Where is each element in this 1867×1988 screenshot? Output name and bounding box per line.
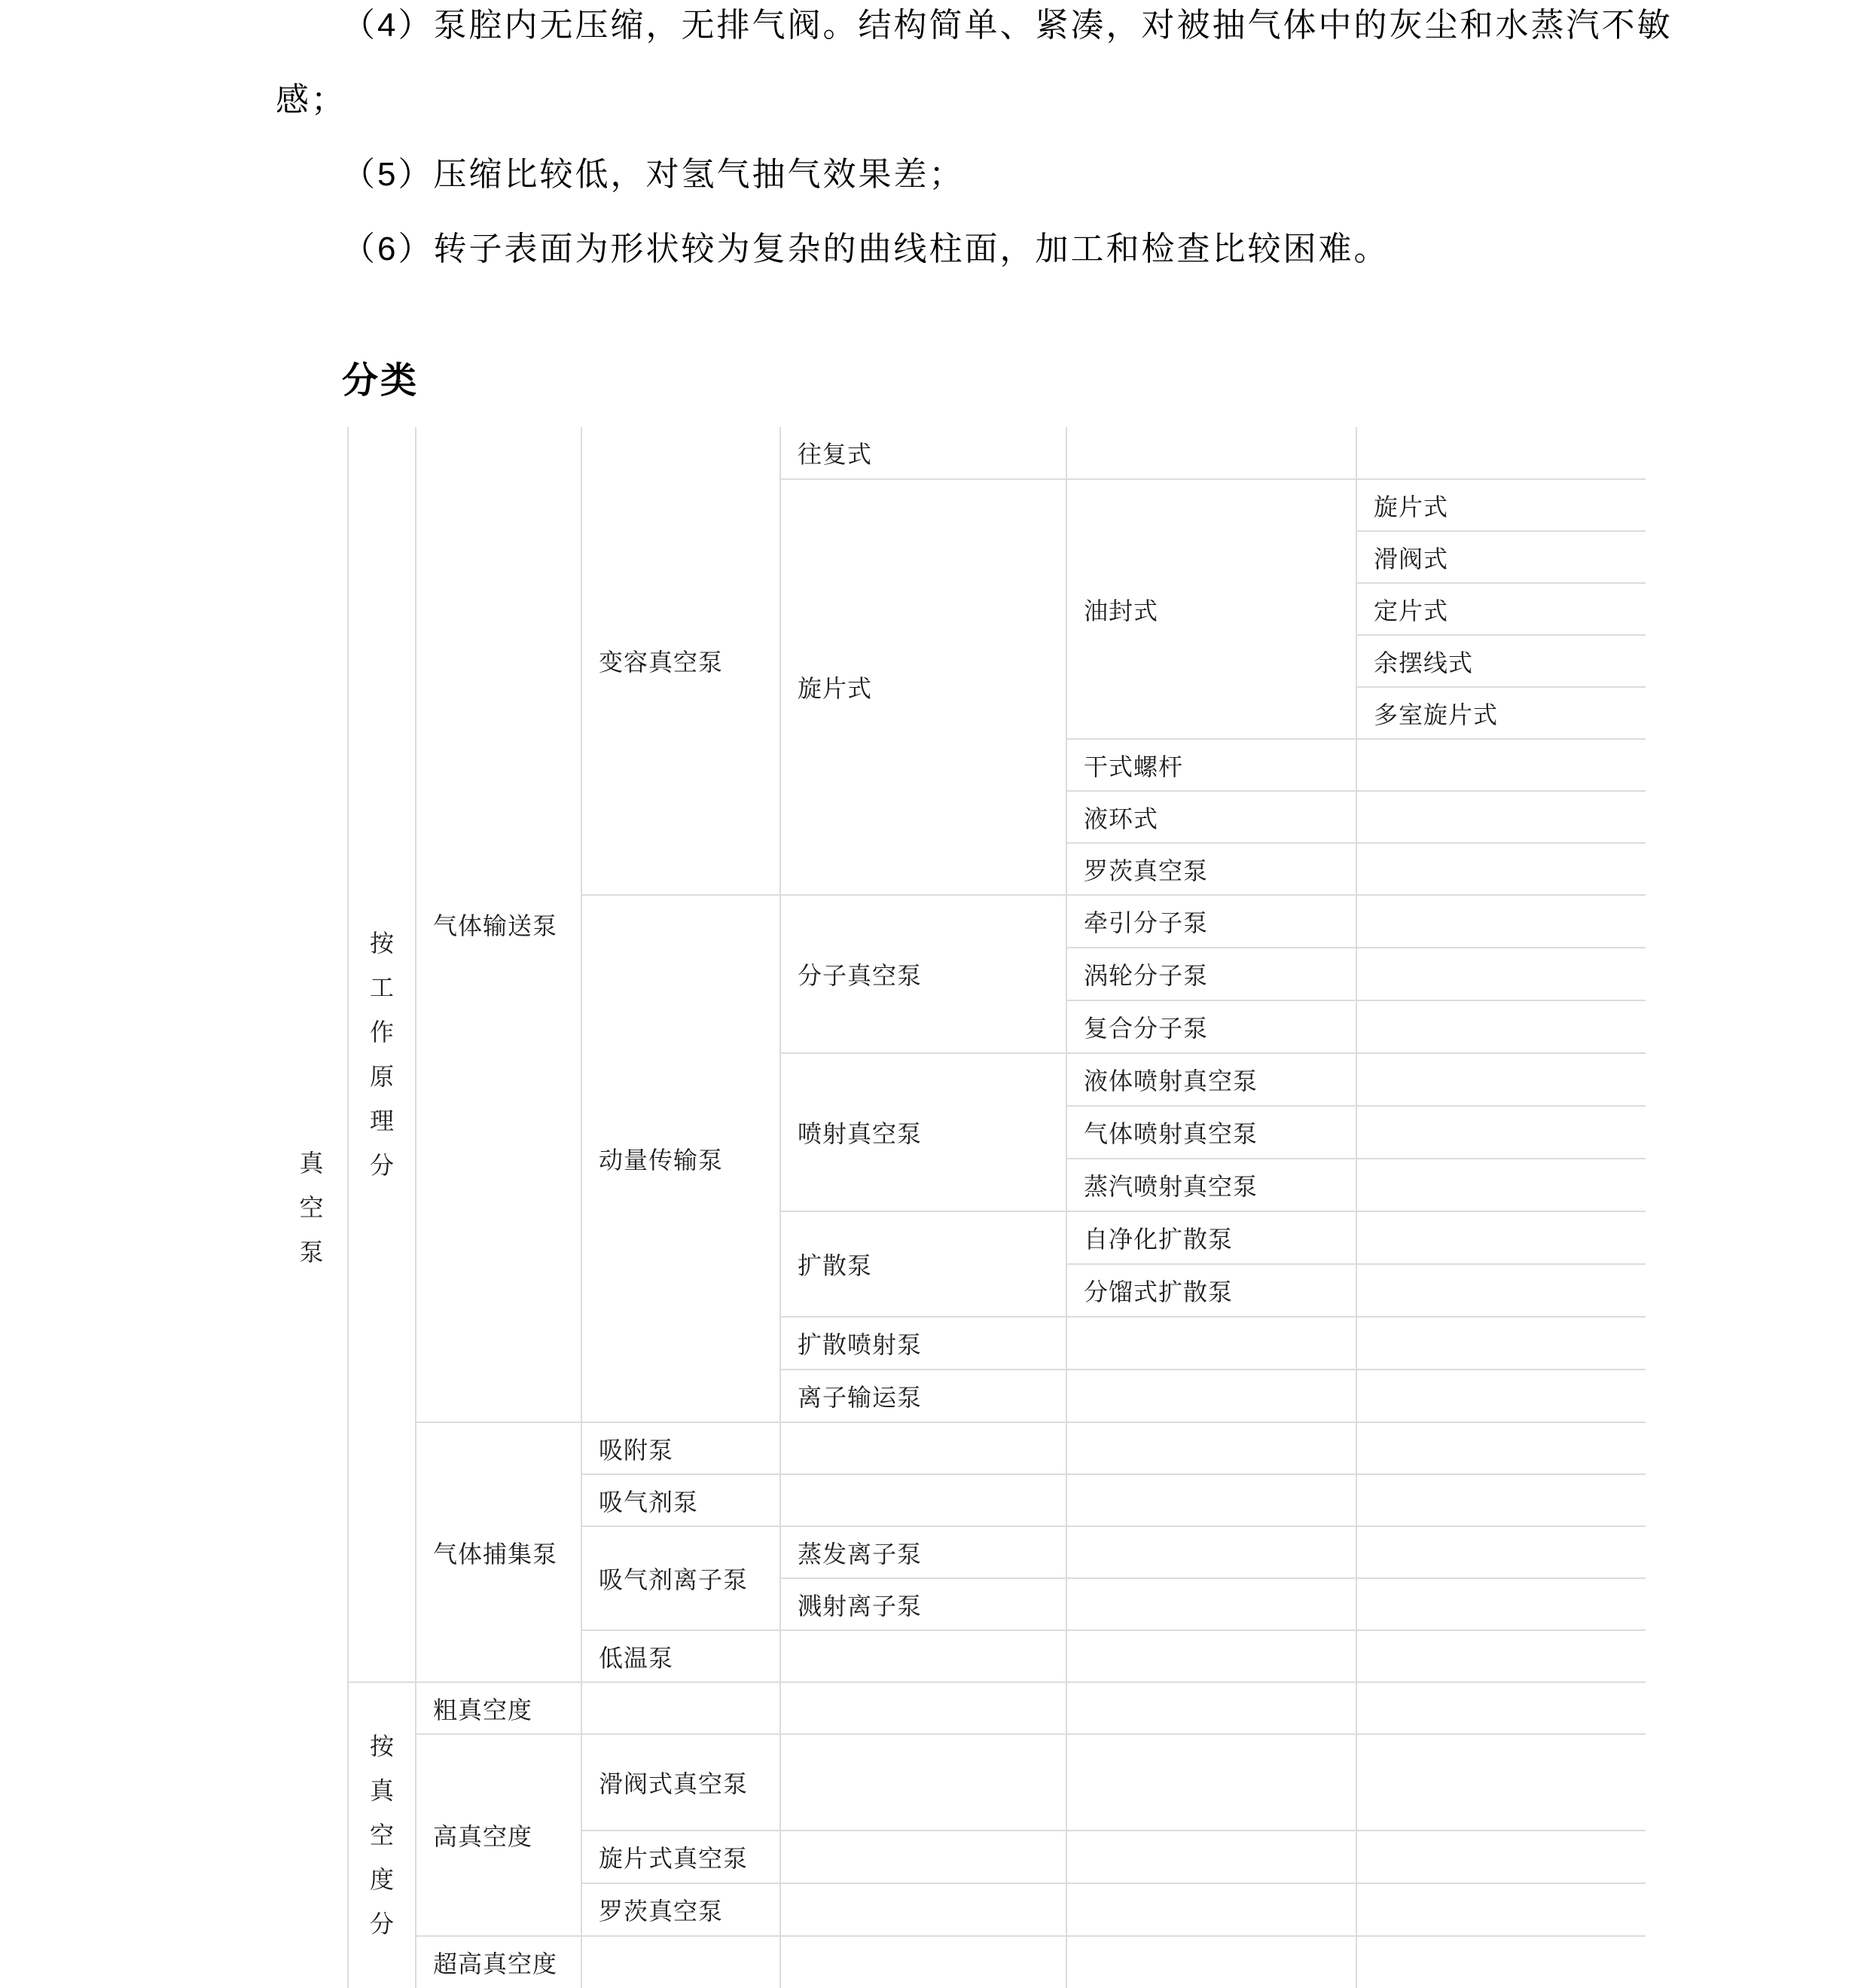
cell-liquid-ring: 液环式 bbox=[1066, 791, 1356, 843]
empty-cell bbox=[780, 1422, 1066, 1474]
cell-rotary-vane-group: 旋片式 bbox=[780, 479, 1066, 895]
cell-fixed-vane: 定片式 bbox=[1356, 583, 1646, 635]
cell-multi-chamber-rotary-vane: 多室旋片式 bbox=[1356, 687, 1646, 739]
cell-high-vacuum: 高真空度 bbox=[416, 1734, 581, 1936]
empty-cell bbox=[1356, 1000, 1646, 1053]
cell-drag-molecular: 牵引分子泵 bbox=[1066, 895, 1356, 948]
cell-roots-vacuum-pump: 罗茨真空泵 bbox=[581, 1883, 780, 1936]
cell-rotary-vane: 旋片式 bbox=[1356, 479, 1646, 531]
cell-cryo-pump: 低温泵 bbox=[581, 1630, 780, 1682]
body-text bbox=[276, 0, 1812, 286]
paragraph-line: （5）压缩比较低，对氢气抽气效果差； bbox=[342, 156, 965, 193]
cell-trochoid: 余摆线式 bbox=[1356, 635, 1646, 687]
empty-cell bbox=[1356, 843, 1646, 895]
empty-cell bbox=[1066, 427, 1356, 479]
empty-cell bbox=[1356, 1526, 1646, 1578]
cell-evaporation-ion: 蒸发离子泵 bbox=[780, 1526, 1066, 1578]
cell-label: 按真空度分 bbox=[369, 1733, 394, 1938]
cell-sputter-ion: 溅射离子泵 bbox=[780, 1578, 1066, 1630]
empty-cell bbox=[1356, 1053, 1646, 1106]
empty-cell bbox=[780, 1630, 1066, 1682]
cell-ion-transport: 离子输运泵 bbox=[780, 1370, 1066, 1422]
empty-cell bbox=[1356, 1831, 1646, 1883]
cell-diffusion-pump: 扩散泵 bbox=[780, 1211, 1066, 1317]
cell-turbo-molecular: 涡轮分子泵 bbox=[1066, 948, 1356, 1000]
cell-fractionating-diffusion: 分馏式扩散泵 bbox=[1066, 1264, 1356, 1317]
cell-liquid-jet: 液体喷射真空泵 bbox=[1066, 1053, 1356, 1106]
empty-cell bbox=[1066, 1734, 1356, 1831]
table-row bbox=[276, 1682, 1646, 1734]
cell-by-vacuum-degree bbox=[348, 1682, 416, 1988]
empty-cell bbox=[1066, 1422, 1356, 1474]
cell-roots-pump: 罗茨真空泵 bbox=[1066, 843, 1356, 895]
cell-momentum-transfer: 动量传输泵 bbox=[581, 895, 780, 1422]
empty-cell bbox=[1066, 1474, 1356, 1526]
empty-cell bbox=[1066, 1630, 1356, 1682]
empty-cell bbox=[780, 1883, 1066, 1936]
cell-molecular-pump: 分子真空泵 bbox=[780, 895, 1066, 1053]
empty-cell bbox=[1356, 1682, 1646, 1734]
cell-oil-sealed: 油封式 bbox=[1066, 479, 1356, 739]
empty-cell bbox=[1066, 1883, 1356, 1936]
cell-steam-jet: 蒸汽喷射真空泵 bbox=[1066, 1159, 1356, 1211]
table-row bbox=[276, 427, 1646, 479]
empty-cell bbox=[780, 1734, 1066, 1831]
paragraph-line: （6）转子表面为形状较为复杂的曲线柱面，加工和检查比较困难。 bbox=[342, 231, 1390, 267]
cell-dry-screw: 干式螺杆 bbox=[1066, 739, 1356, 791]
cell-gas-jet: 气体喷射真空泵 bbox=[1066, 1106, 1356, 1159]
cell-ultra-high-vacuum: 超高真空度 bbox=[416, 1936, 581, 1988]
empty-cell bbox=[1356, 1106, 1646, 1159]
cell-self-purifying-diffusion: 自净化扩散泵 bbox=[1066, 1211, 1356, 1264]
empty-cell bbox=[1356, 1734, 1646, 1831]
cell-rough-vacuum: 粗真空度 bbox=[416, 1682, 581, 1734]
cell-gas-transfer: 气体输送泵 bbox=[416, 427, 581, 1422]
empty-cell bbox=[1066, 1578, 1356, 1630]
empty-cell bbox=[1066, 1682, 1356, 1734]
empty-cell bbox=[1356, 427, 1646, 479]
empty-cell bbox=[1066, 1370, 1356, 1422]
cell-gas-capture: 气体捕集泵 bbox=[416, 1422, 581, 1682]
empty-cell bbox=[1356, 1211, 1646, 1264]
empty-cell bbox=[581, 1936, 780, 1988]
cell-rotary-vane-vacuum-pump: 旋片式真空泵 bbox=[581, 1831, 780, 1883]
empty-cell bbox=[1066, 1317, 1356, 1370]
empty-cell bbox=[1356, 1578, 1646, 1630]
empty-cell bbox=[780, 1936, 1066, 1988]
cell-slide-valve: 滑阀式 bbox=[1356, 531, 1646, 583]
cell-by-principle bbox=[348, 427, 416, 1682]
empty-cell bbox=[780, 1831, 1066, 1883]
empty-cell bbox=[780, 1474, 1066, 1526]
cell-compound-molecular: 复合分子泵 bbox=[1066, 1000, 1356, 1053]
empty-cell bbox=[1356, 1630, 1646, 1682]
cell-slide-valve-vacuum-pump: 滑阀式真空泵 bbox=[581, 1734, 780, 1831]
empty-cell bbox=[1356, 791, 1646, 843]
cell-reciprocating: 往复式 bbox=[780, 427, 1066, 479]
empty-cell bbox=[1356, 1936, 1646, 1988]
empty-cell bbox=[1356, 1474, 1646, 1526]
section-heading: 分类 bbox=[342, 361, 419, 401]
cell-getter-pump: 吸气剂泵 bbox=[581, 1474, 780, 1526]
cell-jet-pump: 喷射真空泵 bbox=[780, 1053, 1066, 1211]
cell-getter-ion-pump: 吸气剂离子泵 bbox=[581, 1526, 780, 1630]
table-row bbox=[276, 1734, 1646, 1831]
cell-positive-displacement: 变容真空泵 bbox=[581, 427, 780, 895]
paragraph-line: 感； bbox=[276, 81, 346, 118]
empty-cell bbox=[1356, 1159, 1646, 1211]
empty-cell bbox=[1356, 948, 1646, 1000]
cell-label: 按工作原理分 bbox=[369, 929, 394, 1179]
empty-cell bbox=[1356, 1883, 1646, 1936]
cell-diffusion-ejector: 扩散喷射泵 bbox=[780, 1317, 1066, 1370]
empty-cell bbox=[780, 1682, 1066, 1734]
table-row bbox=[276, 1422, 1646, 1474]
empty-cell bbox=[1356, 739, 1646, 791]
empty-cell bbox=[1066, 1526, 1356, 1578]
empty-cell bbox=[581, 1682, 780, 1734]
classification-table bbox=[276, 427, 1646, 1988]
empty-cell bbox=[1356, 1264, 1646, 1317]
empty-cell bbox=[1356, 1370, 1646, 1422]
empty-cell bbox=[1356, 1422, 1646, 1474]
empty-cell bbox=[1356, 895, 1646, 948]
cell-sorption-pump: 吸附泵 bbox=[581, 1422, 780, 1474]
empty-cell bbox=[1066, 1936, 1356, 1988]
empty-cell bbox=[1356, 1317, 1646, 1370]
empty-cell bbox=[1066, 1831, 1356, 1883]
table-row bbox=[276, 1936, 1646, 1988]
cell-label: 真空泵 bbox=[299, 1149, 324, 1266]
cell-vacuum-pump bbox=[276, 427, 348, 1988]
paragraph-line: （4）泵腔内无压缩，无排气阀。结构简单、紧凑，对被抽气体中的灰尘和水蒸汽不敏 bbox=[342, 7, 1673, 44]
